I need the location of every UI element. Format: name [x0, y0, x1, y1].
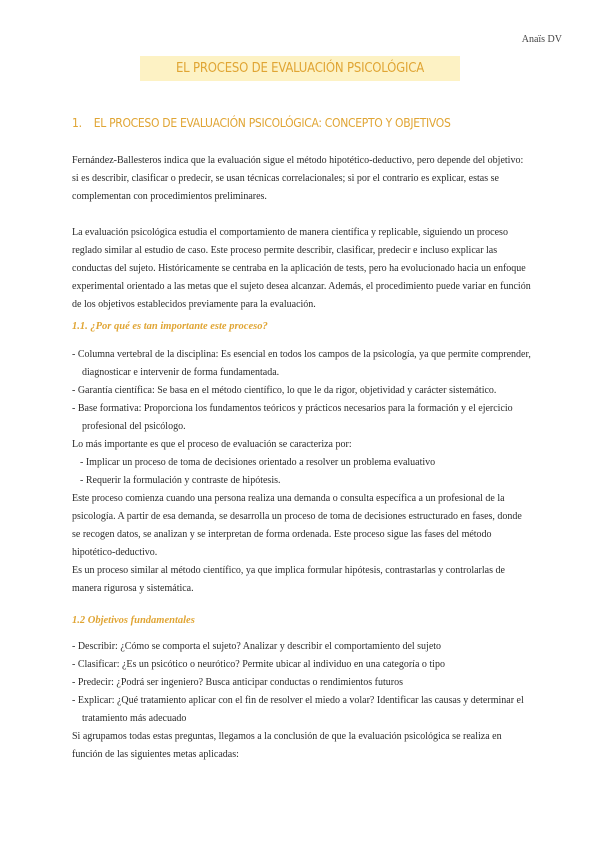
list-item: - Base formativa: Proporciona los fundamentos teóricos y prácticos necesarios para la formación y el ejercicio profesional del psicólogo. — [72, 403, 513, 432]
paragraph: Si agrupamos todas estas preguntas, llegamos a la conclusión de que la evaluación psicológica se realiza en función de las siguientes metas aplicadas: — [72, 731, 502, 760]
document-title-banner — [140, 56, 460, 81]
section-1-2-heading: 1.2 Objetivos fundamentales — [72, 615, 195, 626]
paragraph: Lo más importante es que el proceso de evaluación se caracteriza por: — [72, 439, 352, 450]
section-1-number: 1. — [72, 116, 82, 130]
document-title: EL PROCESO DE EVALUACIÓN PSICOLÓGICA — [175, 61, 425, 76]
list-item: - Explicar: ¿Qué tratamiento aplicar con el fin de resolver el miedo a volar? Identificar las causas y determinar el tratamiento más adecuado — [72, 695, 524, 724]
section-1-heading — [72, 116, 451, 130]
list-item: - Describir: ¿Cómo se comporta el sujeto? Analizar y describir el comportamiento del sujeto — [72, 641, 442, 652]
list-item: - Predecir: ¿Podrá ser ingeniero? Busca anticipar conductas o rendimientos futuros — [72, 677, 404, 688]
list-item: - Clasificar: ¿Es un psicótico o neurótico? Permite ubicar al individuo en una categoría o tipo — [72, 659, 445, 670]
list-item: - Garantía científica: Se basa en el método científico, lo que le da rigor, objetividad y carácter sistemático. — [72, 385, 497, 396]
paragraph: Fernández-Ballesteros indica que la evaluación sigue el método hipotético-deductivo, pero depende del objetivo: si es describir, clasificar o predecir, se usan técnicas correlacionales; si por el contrario es explicar, estas se complementan con procedimientos preliminares. — [72, 155, 524, 202]
author-name: Anaïs DV — [521, 34, 562, 45]
list-item: - Implicar un proceso de toma de decisiones orientado a resolver un problema evaluativo — [80, 457, 436, 468]
section-1-title: EL PROCESO DE EVALUACIÓN PSICOLÓGICA: CONCEPTO Y OBJETIVOS — [93, 116, 451, 130]
paragraph: La evaluación psicológica estudia el comportamiento de manera científica y replicable, siguiendo un proceso reglado similar al estudio de caso. Este proceso permite describir, clasificar, predecir e incluso explicar las conductas del sujeto. Históricamente se centraba en la aplicación de tests, pero ha evolucionado hacia un enfoque experimental orientado a las metas que el sujeto desea alcanzar. Además, el procedimiento puede variar en función de los objetivos establecidos previamente para la evaluación. — [72, 227, 531, 310]
paragraph: Este proceso comienza cuando una persona realiza una demanda o consulta específica a un profesional de la psicología. A partir de esa demanda, se desarrolla un proceso de toma de decisiones estructurado en fases, donde se recogen datos, se analizan y se interpretan de forma ordenada. Este proceso sigue las fases del método hipotético-deductivo. — [72, 493, 522, 558]
list-item: - Requerir la formulación y contraste de hipótesis. — [80, 475, 281, 486]
list-item: - Columna vertebral de la disciplina: Es esencial en todos los campos de la psicología, ya que permite comprender, diagnosticar e intervenir de forma fundamentada. — [72, 349, 531, 378]
section-1-1-heading: 1.1. ¿Por qué es tan importante este proceso? — [72, 321, 268, 332]
paragraph: Es un proceso similar al método científico, ya que implica formular hipótesis, contrastarlas y controlarlas de manera rigurosa y sistemática. — [72, 565, 505, 594]
document-body — [72, 152, 532, 764]
